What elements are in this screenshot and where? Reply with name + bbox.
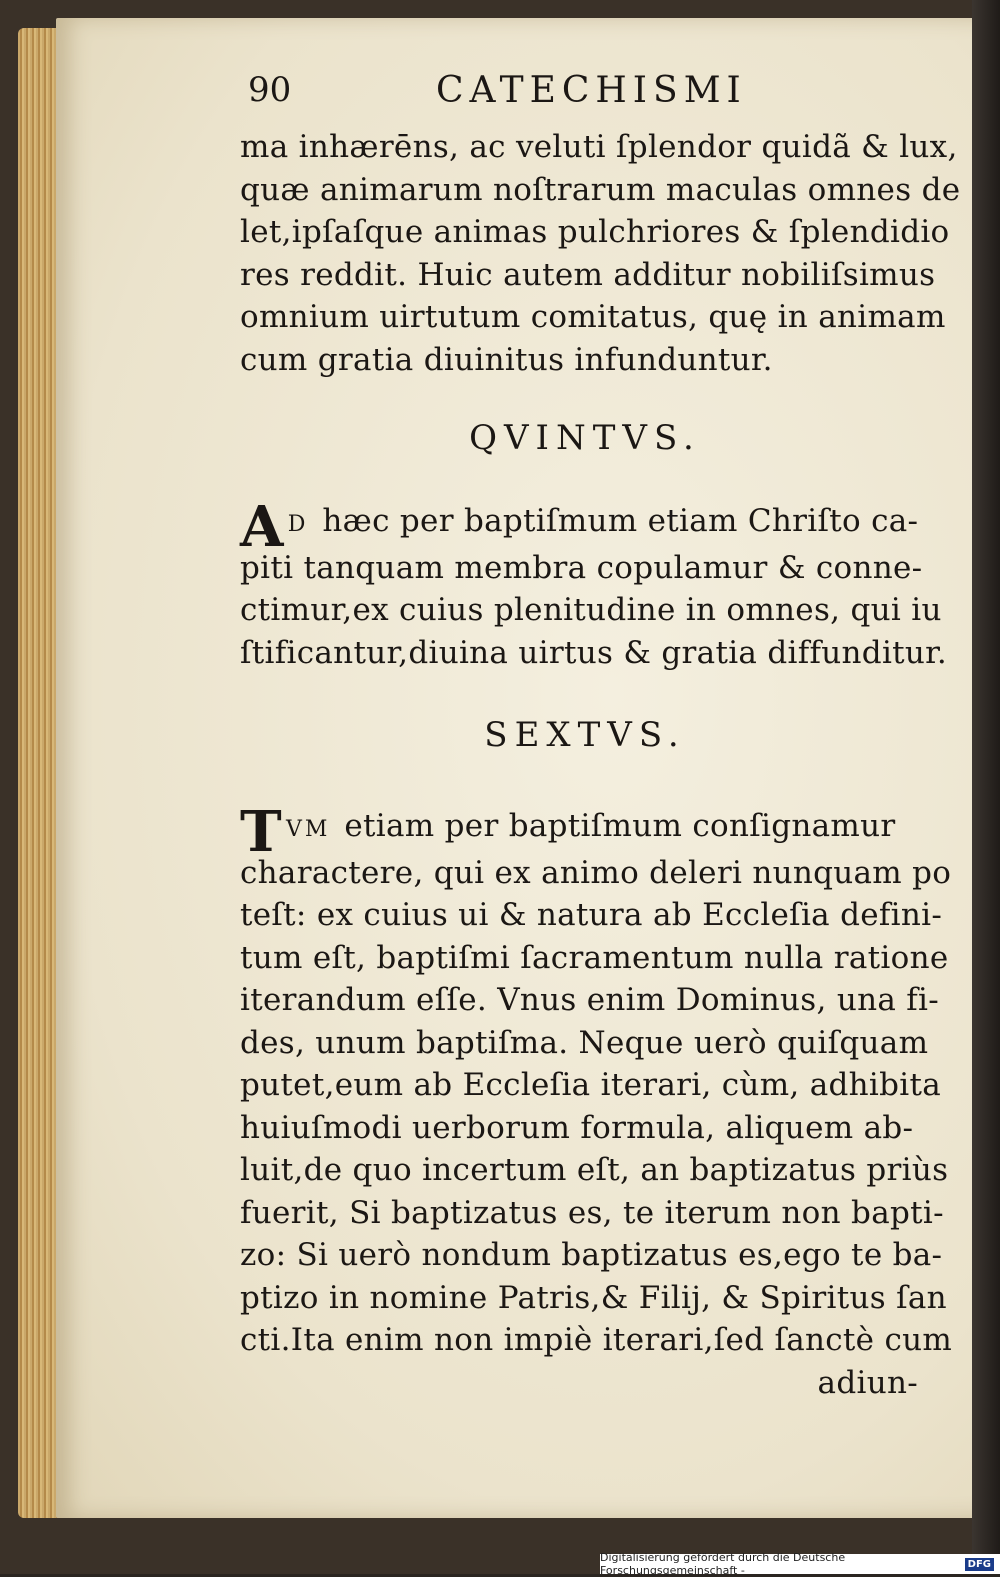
- text-line: cum gratia diuinitus infunduntur.: [240, 341, 773, 378]
- small-caps: D: [287, 512, 309, 537]
- text-line: res reddit. Huic autem additur nobiliſsimus: [240, 256, 936, 293]
- text-line: charactere, qui ex animo deleri nunquam po: [240, 854, 952, 891]
- text-fragment: etiam per baptiſmum conſignamur: [344, 808, 896, 844]
- text-fragment: hæc per baptiſmum etiam Chriſto ca-: [322, 503, 919, 539]
- text-line: ctimur,ex cuius plenitudine in omnes, qui iu: [240, 592, 942, 628]
- facing-page-edge: [972, 0, 1000, 1574]
- digitization-footer: [600, 1551, 1000, 1577]
- drop-cap: A: [240, 493, 284, 560]
- text-line-first: [240, 493, 940, 560]
- text-line: des, unum baptiſma. Neque uerò quiſquam: [240, 1024, 929, 1061]
- text-line: ſtificantur,diuina uirtus & gratia diffunditur.: [240, 634, 948, 671]
- page-edge-stack: [18, 28, 60, 1518]
- running-title: CATECHISMI: [436, 70, 747, 111]
- page-header: [248, 70, 768, 120]
- text-line: let,ipſaſque animas pulchriores & ſplendidio: [240, 214, 950, 250]
- catchword: adiun-: [817, 1364, 918, 1401]
- small-caps: VM: [285, 817, 331, 842]
- text-line: teſt: ex cuius ui & natura ab Eccleſia defini-: [240, 897, 943, 933]
- section-heading-sextus: SEXTVS.: [484, 715, 686, 755]
- text-line: putet,eum ab Eccleſia iterari, cùm, adhibita: [240, 1067, 941, 1103]
- text-line: zo: Si uerò nondum baptizatus es,ego te ba-: [240, 1237, 943, 1273]
- text-line: ptizo in nomine Patris,& Filij, & Spiritus ſan: [240, 1279, 947, 1316]
- section-heading-quintus: QVINTVS.: [469, 418, 701, 458]
- text-line: piti tanquam membra copulamur & conne-: [240, 549, 923, 586]
- footer-credit: Digitalisierung gefördert durch die Deutsche Forschungsgemeinschaft -: [600, 1551, 846, 1577]
- text-line: quæ animarum noſtrarum maculas omnes de: [240, 171, 961, 208]
- text-line: huiuſmodi uerborum formula, aliquem ab-: [240, 1109, 914, 1146]
- text-line: fuerit, Si baptizatus es, te iterum non bapti-: [240, 1194, 944, 1231]
- text-line: omnium uirtutum comitatus, quę in animam: [240, 299, 946, 335]
- text-line: tum eſt, baptiſmi ſacramentum nulla ratione: [240, 939, 949, 976]
- paragraph-3: [240, 798, 953, 1404]
- text-line: iterandum eſſe. Vnus enim Dominus, una fi-: [240, 982, 940, 1018]
- paragraph-2: [240, 493, 948, 674]
- paragraph-1: [240, 126, 961, 381]
- text-line: cti.Ita enim non impiè iterari,ſed ſanctè cum: [240, 1322, 953, 1358]
- page-number: 90: [248, 70, 292, 110]
- text-line: ma inhærēns, ac veluti ſplendor quidã & lux,: [240, 129, 958, 165]
- text-line: luit,de quo incertum eſt, an baptizatus priùs: [240, 1152, 949, 1188]
- drop-cap: T: [240, 798, 282, 865]
- dfg-logo: DFG: [965, 1558, 994, 1571]
- text-line-first: [240, 798, 940, 865]
